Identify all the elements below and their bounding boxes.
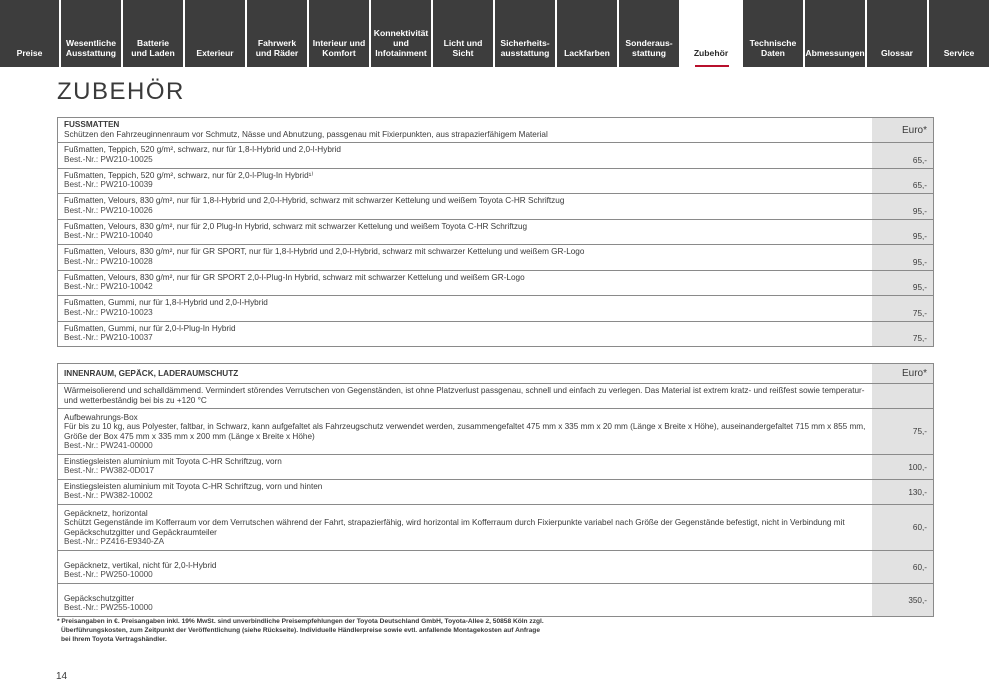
item-order-number: Best.-Nr.: PW250-10000	[64, 570, 153, 580]
nav-tab-14[interactable]: Glossar	[867, 0, 929, 67]
item-order-number: Best.-Nr.: PW382-0D017	[64, 466, 155, 476]
section-title: FUSSMATTEN	[64, 120, 120, 129]
innenraum-table	[57, 363, 934, 617]
item-price: 350,-	[872, 584, 933, 616]
item-price: 95,-	[872, 245, 933, 270]
item-price: 95,-	[872, 271, 933, 296]
nav-tab-11[interactable]: Zubehör	[681, 0, 743, 67]
item-description: Für bis zu 10 kg, aus Polyester, faltbar, in Schwarz, kann aufgefaltet als Fahrzeugschutz verwendet werden, zusammengefaltet 475 mm x 335 mm x 20 mm (Länge x Breite x Höhe), auseinandergefaltet 715 mm x 855 mm, Größe der Box 475 mm x 335 mm x 200 mm (Länge x Breite x Höhe)	[64, 422, 866, 441]
nav-tab-9[interactable]: Lackfarben	[557, 0, 619, 67]
nav-tab-12[interactable]: Technische Daten	[743, 0, 805, 67]
table-row	[58, 455, 933, 480]
page-number: 14	[56, 671, 68, 682]
nav-tab-5[interactable]: Interieur und Komfort	[309, 0, 371, 67]
item-order-number: Best.-Nr.: PZ416-E9340-ZA	[64, 537, 165, 547]
item-order-number: Best.-Nr.: PW210-10028	[64, 256, 153, 266]
item-order-number: Best.-Nr.: PW255-10000	[64, 603, 153, 613]
item-price: 75,-	[872, 409, 933, 454]
section-title: INNENRAUM, GEPÄCK, LADERAUMSCHUTZ	[64, 368, 239, 378]
item-order-number: Best.-Nr.: PW210-10025	[64, 154, 153, 164]
item-price: 60,-	[872, 551, 933, 583]
item-description: Fußmatten, Velours, 830 g/m², nur für 2,0 Plug-In Hybrid, schwarz mit schwarzer Kettelung und weißem Toyota C-HR Schriftzug	[64, 221, 528, 231]
item-title: Gepäcknetz, horizontal	[64, 508, 148, 518]
item-order-number: Best.-Nr.: PW210-10039	[64, 180, 153, 190]
item-title: Gepäcknetz, vertikal, nicht für 2,0-l-Hybrid	[64, 560, 217, 570]
table-row	[58, 480, 933, 505]
nav-tab-3[interactable]: Exterieur	[185, 0, 247, 67]
item-title: Einstiegsleisten aluminium mit Toyota C-HR Schriftzug, vorn und hinten	[64, 481, 323, 491]
item-description: Fußmatten, Velours, 830 g/m², nur für 1,8-l-Hybrid und 2,0-l-Hybrid, schwarz mit schwarzer Kettelung und weißem Toyota C-HR Schriftzug	[64, 196, 565, 205]
item-price: 65,-	[872, 169, 933, 194]
table-row	[58, 505, 933, 551]
item-title: Aufbewahrungs-Box	[64, 412, 138, 422]
nav-tab-6[interactable]: Konnektivität und Infotainment	[371, 0, 433, 67]
table-row	[58, 194, 933, 220]
table-row	[58, 271, 933, 297]
item-order-number: Best.-Nr.: PW210-10037	[64, 333, 153, 343]
nav-tab-4[interactable]: Fahrwerk und Räder	[247, 0, 309, 67]
item-price: 95,-	[872, 220, 933, 245]
item-description: Fußmatten, Gummi, nur für 1,8-l-Hybrid und 2,0-l-Hybrid	[64, 298, 268, 307]
item-title: Einstiegsleisten aluminium mit Toyota C-HR Schriftzug, vorn	[64, 456, 282, 466]
table-header-row	[58, 118, 933, 143]
footnote-line: bei Ihrem Toyota Vertragshändler.	[61, 635, 167, 643]
item-order-number: Best.-Nr.: PW210-10040	[64, 231, 153, 241]
table-row	[58, 143, 933, 169]
table-row	[58, 220, 933, 246]
table-row	[58, 322, 933, 348]
item-price: 75,-	[872, 322, 933, 347]
item-description: Fußmatten, Velours, 830 g/m², nur für GR SPORT, nur für 1,8-l-Hybrid und 2,0-l-Hybrid, schwarz mit schwarzer Kettelung und weißem GR-Logo	[64, 247, 585, 256]
item-description: Schützt Gegenstände im Kofferraum vor dem Verrutschen während der Fahrt, strapazierfähig, wird horizontal im Kofferraum durch Fixierpunkte variabel nach Größe der Gegenstände befestigt, nicht in Verbindung mit Gepäckschutzgitter und Gepäckraumteiler	[64, 518, 845, 537]
table-row	[58, 551, 933, 584]
item-description: Fußmatten, Velours, 830 g/m², nur für GR SPORT 2,0-l-Plug-In Hybrid, schwarz mit schwarzer Kettelung und weißem GR-Logo	[64, 272, 525, 282]
table-header-row	[58, 364, 933, 384]
price-header: Euro*	[872, 118, 933, 142]
item-description: Fußmatten, Gummi, nur für 2,0-l-Plug-In Hybrid	[64, 323, 236, 333]
item-order-number: Best.-Nr.: PW210-10023	[64, 307, 153, 317]
table-row	[58, 245, 933, 271]
page-title: ZUBEHÖR	[57, 78, 185, 105]
nav-tab-15[interactable]: Service	[929, 0, 989, 67]
intro-row	[58, 384, 933, 409]
item-order-number: Best.-Nr.: PW210-10026	[64, 205, 153, 215]
nav-tab-8[interactable]: Sicherheits- ausstattung	[495, 0, 557, 67]
item-price: 100,-	[872, 455, 933, 479]
item-price: 65,-	[872, 143, 933, 168]
table-row	[58, 584, 933, 617]
item-price: 75,-	[872, 296, 933, 321]
footnote-line: Überführungskosten, zum Zeitpunkt der Veröffentlichung (siehe Rückseite). Individuelle Händlerpreise sowie evtl. anfallende Montagekosten auf Anfrage	[61, 626, 540, 634]
nav-tab-2[interactable]: Batterie und Laden	[123, 0, 185, 67]
nav-tab-10[interactable]: Sonderaus- stattung	[619, 0, 681, 67]
intro-text: Wärmeisolierend und schalldämmend. Vermindert störendes Verrutschen von Gegenständen, ist ohne Platzverlust passgenau, schnell und einfach zu verlegen. Das Material ist extrem kratz- und reißfest sowie temperatur- und wetterbeständig bei bis zu +120 °C	[64, 386, 865, 405]
item-order-number: Best.-Nr.: PW382-10002	[64, 491, 153, 501]
nav-tab-13[interactable]: Abmessungen	[805, 0, 867, 67]
table-row	[58, 296, 933, 322]
item-description: Fußmatten, Teppich, 520 g/m², schwarz, nur für 2,0-l-Plug-In Hybrid¹⁾	[64, 170, 314, 180]
section-subtitle: Schützen den Fahrzeuginnenraum vor Schmutz, Nässe und Abnutzung, passgenau mit Fixierpunkten, aus strapazierfähigem Material	[64, 129, 548, 139]
price-header: Euro*	[872, 364, 933, 383]
nav-tab-0[interactable]: Preise	[0, 0, 61, 67]
fussmatten-table	[57, 117, 934, 347]
item-price: 60,-	[872, 505, 933, 550]
table-row	[58, 169, 933, 195]
item-price: 130,-	[872, 480, 933, 504]
item-price: 95,-	[872, 194, 933, 219]
nav-tab-1[interactable]: Wesentliche Ausstattung	[61, 0, 123, 67]
item-title: Gepäckschutzgitter	[64, 593, 135, 603]
item-order-number: Best.-Nr.: PW210-10042	[64, 282, 153, 292]
top-navigation	[0, 0, 990, 67]
item-order-number: Best.-Nr.: PW241-00000	[64, 441, 153, 451]
nav-tab-7[interactable]: Licht und Sicht	[433, 0, 495, 67]
footnote	[57, 618, 617, 644]
item-description: Fußmatten, Teppich, 520 g/m², schwarz, nur für 1,8-l-Hybrid und 2,0-l-Hybrid	[64, 145, 341, 154]
footnote-line: * Preisangaben in €. Preisangaben inkl. 19% MwSt. sind unverbindliche Preisempfehlungen der Toyota Deutschland GmbH, Toyota-Allee 2, 50858 Köln zzgl.	[57, 618, 544, 625]
table-row	[58, 409, 933, 455]
